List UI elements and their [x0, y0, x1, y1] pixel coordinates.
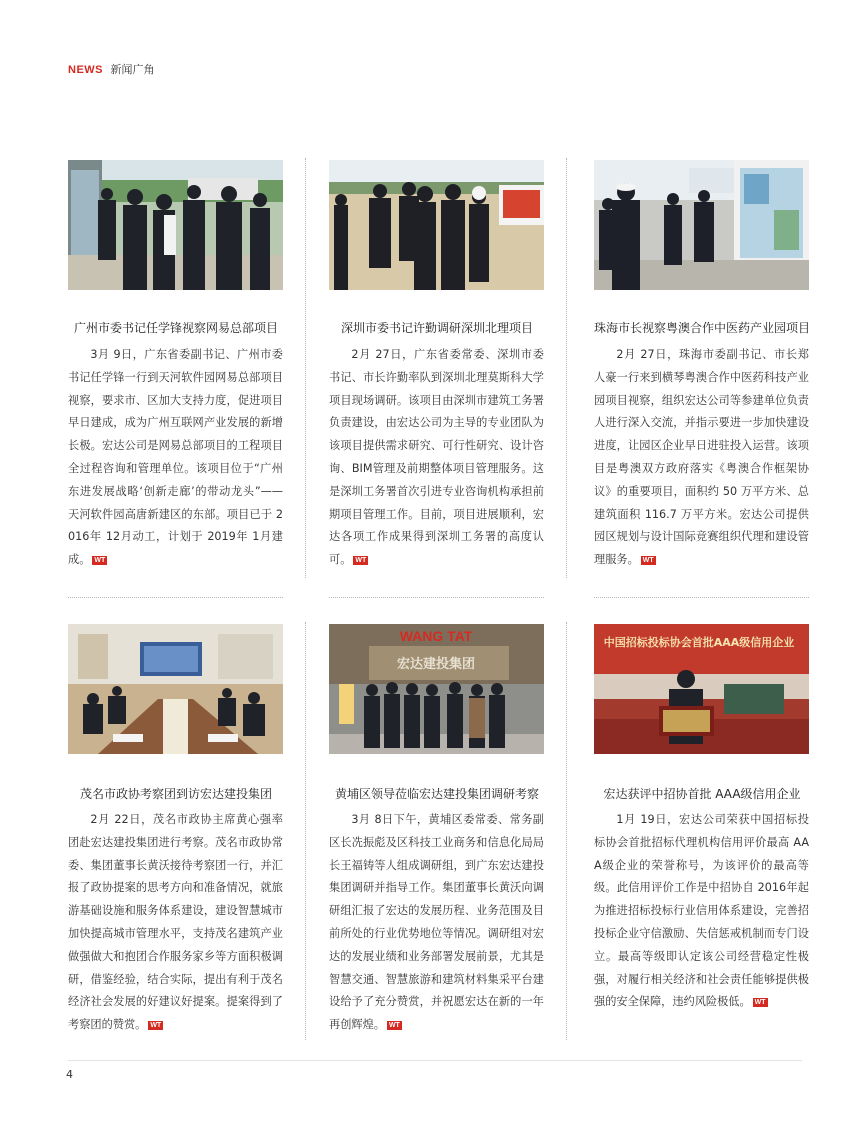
article-photo-maoming [68, 624, 283, 754]
article-body: 2月 27日，珠海市委副书记、市长郑人豪一行来到横琴粤澳合作中医药科技产业园项目视察，组织宏达公司等参建单位负责人进行深入交流，并指示要进一步加快建设进度，让园区企业早日进驻投入运营。该项目是粤澳双方政府落实《粤澳合作框架协议》的重要项目，面积约 50 万平方米、总建筑面积 116.7 万平方米。宏达公司提供园区规划与设计国际竞赛组织代理和建设管理服务。 WT [594, 348, 809, 567]
section-category: 新闻广角 [110, 63, 155, 76]
article-photo-guangzhou [68, 160, 283, 290]
column-divider [305, 622, 306, 1040]
wt-badge: WT [754, 998, 766, 1006]
row-divider [68, 597, 283, 598]
row-divider [594, 597, 809, 598]
article-body: 2月 27日，广东省委常委、深圳市委书记、市长许勤率队到深圳北理莫斯科大学项目现场调研。该项目由深圳市建筑工务署负责建设，由宏达公司为主导的专业团队为该项目提供需求研究、可行性研究、设计咨询、BIM管理及前期整体项目管理服务。这是深圳工务署首次引进专业咨询机构承担前期项目管理工作。目前，项目进展顺利，宏达各项工作成果得到深圳工务署的高度认可。 WT [329, 348, 544, 567]
page-number: 4 [66, 1068, 73, 1081]
section-header [68, 61, 155, 77]
article-body: 1月 19日，宏达公司荣获中国招标投标协会首批招标代理机构信用评价最高 AAA级企业的荣誉称号，为该评价的最高等级。此信用评价工作是中招协自 2016年起为推进招标投标行业信用体系建设，完善招投标企业守信激励、失信惩戒机制而专门设立。最高等级即认定该公司经营稳定性极强，对履行相关经济和社会责任能够提供极强的安全保障，违约风险极低。 WT [594, 813, 809, 1009]
wang-tat-sign: WANG TAT [399, 628, 473, 644]
article-body: 2月 22日，茂名市政协主席黄心强率团赴宏达建投集团进行考察。茂名市政协常委、集团董事长黄沃接待考察团一行，并汇报了政协提案的思考方向和准备情况，就旅游基础设施和服务体系建设，建设智慧城市加快提高城市管理水平，支持茂名建筑产业做强做大和抱团合作服务家乡等方面积极调研，借鉴经验，结合实际，提出有利于茂名经济社会发展的好建议好提案。提案得到了考察团的赞赏。 WT [68, 813, 283, 1032]
article-photo-huangpu [329, 624, 544, 754]
row-divider [329, 597, 544, 598]
wt-badge: WT [642, 556, 654, 564]
article-photo-zhuhai [594, 160, 809, 290]
wt-badge: WT [355, 556, 367, 564]
wt-badge: WT [150, 1021, 162, 1029]
footer-rule [68, 1060, 802, 1061]
article-body: 3月 9日，广东省委副书记、广州市委书记任学锋一行到天河软件园网易总部项目视察，要求市、区加大支持力度，促进项目早日建成，成为广州互联网产业发展的新增长极。宏达公司是网易总部项目的工程项目全过程咨询和管理单位。该项目位于“广州东进发展战略‘创新走廊’的带动龙头”—— 天河软件园高唐新建区的东部。项目已于 2016年 12月动工，计划于 2019年 1月建成。 WT [68, 348, 283, 567]
column-divider [566, 622, 567, 1040]
wt-badge: WT [94, 556, 106, 564]
column-divider [566, 158, 567, 578]
article-photo-shenzhen [329, 160, 544, 290]
banner-sign: 中国招标投标协会首批AAA级信用企业 [603, 636, 795, 649]
wang-tat-cn-sign: 宏达建投集团 [396, 657, 476, 672]
column-divider [305, 158, 306, 578]
article-photo-award [594, 624, 809, 754]
wt-badge: WT [388, 1021, 400, 1029]
article-caption: 黄埔区领导莅临宏达建投集团调研考察 [334, 787, 539, 801]
article-caption: 茂名市政协考察团到访宏达建投集团 [79, 787, 272, 801]
article-body: 3月 8日下午，黄埔区委常委、常务副区长冼振彪及区科技工业商务和信息化局局长王福铸等人组成调研组，到广东宏达建投集团调研并指导工作。集团董事长黄沃向调研组汇报了宏达的发展历程、业务范围及目前所处的行业优势地位等情况。调研组对宏达的发展业绩和业务部署发展前景，尤其是智慧交通、智慧旅游和建筑材料集采平台建设给予了充分赞赏，并祝愿宏达在新的一年再创辉煌。 WT [329, 813, 544, 1032]
article-caption: 深圳市委书记许勤调研深圳北理项目 [340, 321, 533, 335]
article-caption: 广州市委书记任学锋视察网易总部项目 [73, 321, 278, 335]
article-caption: 宏达获评中招协首批 AAA级信用企业 [603, 787, 801, 801]
article-caption: 珠海市长视察粤澳合作中医药产业园项目 [593, 321, 810, 335]
news-label: NEWS [68, 64, 103, 76]
